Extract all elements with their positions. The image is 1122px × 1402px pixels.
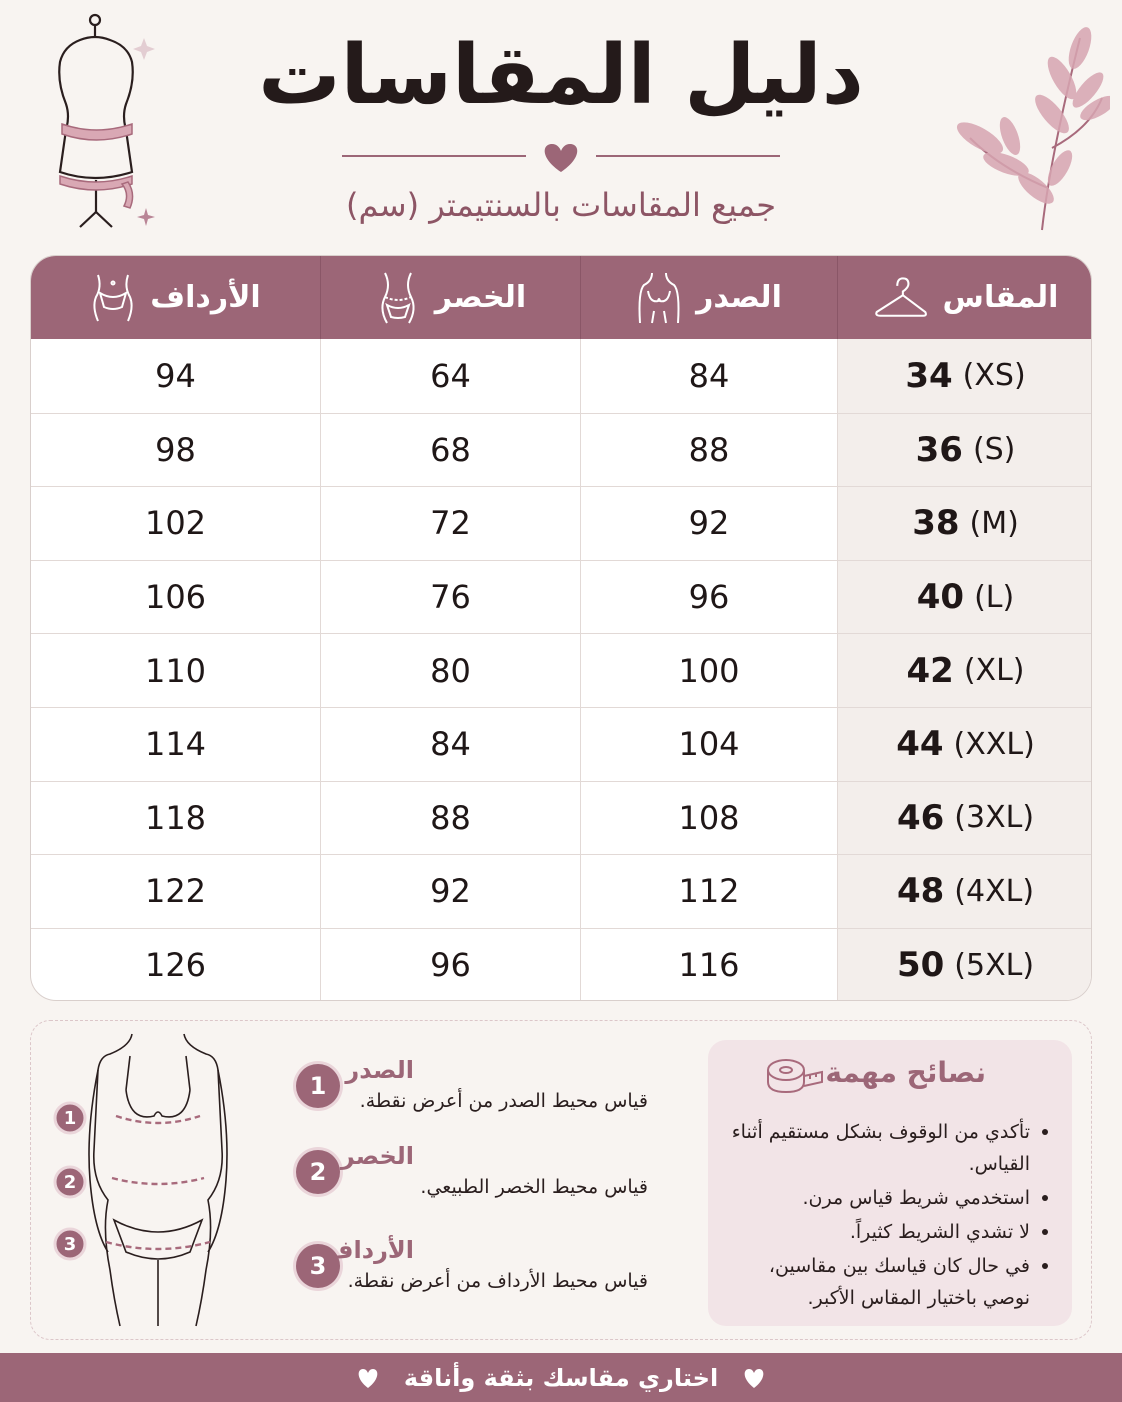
- table-row: [31, 486, 1092, 560]
- cell-bust: 104: [580, 708, 837, 781]
- cell-hips: 126: [144, 946, 207, 985]
- size-label: (5XL): [954, 947, 1035, 983]
- cell-bust: 112: [580, 855, 837, 928]
- number-badge: 2: [296, 1150, 340, 1194]
- header-hips: الأرداف: [31, 256, 320, 339]
- table-row: [31, 560, 1092, 634]
- cell-size: [837, 634, 1092, 707]
- bust-icon: [636, 271, 682, 325]
- footer-banner: [0, 1353, 1122, 1402]
- guide-item-bust: [290, 1056, 670, 1136]
- size-label: (XL): [963, 653, 1025, 689]
- header-bust: الصدر: [580, 256, 837, 339]
- header-waist: الخصر: [320, 256, 580, 339]
- size-number: 36: [915, 429, 963, 470]
- tip-item: في حال كان قياسك بين مقاسين، نوصي باختيار المقاس الأكبر.: [720, 1250, 1050, 1314]
- size-number: 50: [896, 945, 945, 986]
- cell-size: [837, 855, 1092, 928]
- guide-desc: قياس محيط الأرداف من أعرض نقطة.: [347, 1270, 648, 1292]
- table-row: [31, 633, 1092, 707]
- cell-size: [837, 339, 1092, 413]
- heart-icon: [545, 144, 578, 172]
- tips-title: نصائح مهمة: [825, 1056, 986, 1089]
- tips-list: [720, 1116, 1050, 1316]
- cell-waist: 88: [320, 782, 580, 855]
- cell-hips: 94: [155, 356, 196, 395]
- page-subtitle: جميع المقاسات بالسنتيمتر (سم): [345, 186, 777, 224]
- table-row: [31, 928, 1092, 1001]
- leaves-icon: [940, 18, 1110, 238]
- guide-title: الأرداف: [325, 1236, 414, 1264]
- heart-icon: [742, 1367, 766, 1389]
- size-label: (3XL): [954, 800, 1035, 836]
- size-label: (L): [974, 579, 1015, 615]
- size-number: 34: [905, 355, 953, 396]
- tip-item: استخدمي شريط قياس مرن.: [720, 1182, 1050, 1214]
- size-label: (XS): [962, 358, 1026, 394]
- header: [0, 0, 1122, 250]
- size-number: 48: [896, 871, 945, 912]
- guide-title: الصدر: [345, 1056, 414, 1084]
- size-label: (S): [972, 432, 1016, 468]
- size-table: [30, 255, 1092, 1001]
- cell-bust: 84: [580, 339, 837, 413]
- cell-bust: 116: [580, 929, 837, 1001]
- cell-hips: 110: [144, 651, 207, 690]
- figure-marker-1: 1: [63, 1108, 77, 1129]
- cell-size: [837, 561, 1092, 634]
- size-number: 46: [896, 797, 945, 838]
- header-size: المقاس: [837, 256, 1092, 339]
- heart-icon: [356, 1367, 380, 1389]
- guide-desc: قياس محيط الخصر الطبيعي.: [420, 1176, 648, 1198]
- size-number: 38: [912, 503, 960, 544]
- size-label: (M): [969, 505, 1019, 541]
- guide-item-waist: [290, 1142, 670, 1222]
- waist-icon: [375, 271, 421, 325]
- table-row: [31, 413, 1092, 487]
- size-label: (4XL): [954, 873, 1035, 909]
- guide-item-hips: [290, 1236, 670, 1316]
- cell-bust: 96: [580, 561, 837, 634]
- cell-bust: 100: [580, 634, 837, 707]
- table-row: [31, 854, 1092, 928]
- cell-waist: 96: [320, 929, 580, 1001]
- table-row: [31, 781, 1092, 855]
- cell-bust: 88: [580, 414, 837, 487]
- cell-waist: 72: [320, 487, 580, 560]
- guide-desc: قياس محيط الصدر من أعرض نقطة.: [359, 1090, 648, 1112]
- cell-size: [837, 708, 1092, 781]
- cell-waist: 92: [320, 855, 580, 928]
- heart-divider: [340, 138, 782, 178]
- size-number: 40: [916, 577, 965, 618]
- cell-size: [837, 414, 1092, 487]
- cell-waist: 84: [320, 708, 580, 781]
- size-number: 44: [896, 724, 944, 765]
- table-row: [31, 707, 1092, 781]
- hanger-icon: [873, 271, 929, 325]
- tip-item: تأكدي من الوقوف بشكل مستقيم أثناء القياس.: [720, 1116, 1050, 1180]
- cell-hips: 114: [144, 725, 207, 764]
- cell-waist: 68: [320, 414, 580, 487]
- cell-size: [837, 929, 1092, 1001]
- size-number: 42: [906, 650, 954, 691]
- cell-size: [837, 782, 1092, 855]
- table-row: [31, 339, 1092, 413]
- cell-hips: 98: [155, 430, 196, 469]
- cell-hips: 122: [144, 872, 207, 911]
- tips-box: [708, 1040, 1072, 1326]
- cell-hips: 106: [144, 578, 207, 617]
- footer-text: اختاري مقاسك بثقة وأناقة: [403, 1363, 719, 1392]
- cell-hips: 118: [144, 798, 207, 837]
- measuring-tape-icon: [766, 1052, 826, 1098]
- cell-waist: 76: [320, 561, 580, 634]
- body-figure-icon: [50, 1030, 250, 1330]
- number-badge: 1: [296, 1064, 340, 1108]
- cell-waist: 64: [320, 339, 580, 413]
- table-header: [31, 256, 1092, 339]
- table-body: [31, 339, 1092, 1001]
- size-label: (XXL): [953, 726, 1035, 762]
- figure-marker-3: 3: [63, 1234, 77, 1255]
- cell-bust: 108: [580, 782, 837, 855]
- hips-icon: [90, 271, 136, 325]
- cell-size: [837, 487, 1092, 560]
- cell-waist: 80: [320, 634, 580, 707]
- page-title: دليل المقاسات: [258, 28, 864, 123]
- cell-bust: 92: [580, 487, 837, 560]
- cell-hips: 102: [144, 504, 207, 543]
- guide-title: الخصر: [340, 1142, 414, 1170]
- tip-item: لا تشدي الشريط كثيراً.: [720, 1216, 1050, 1248]
- figure-marker-2: 2: [63, 1172, 77, 1193]
- number-badge: 3: [296, 1244, 340, 1288]
